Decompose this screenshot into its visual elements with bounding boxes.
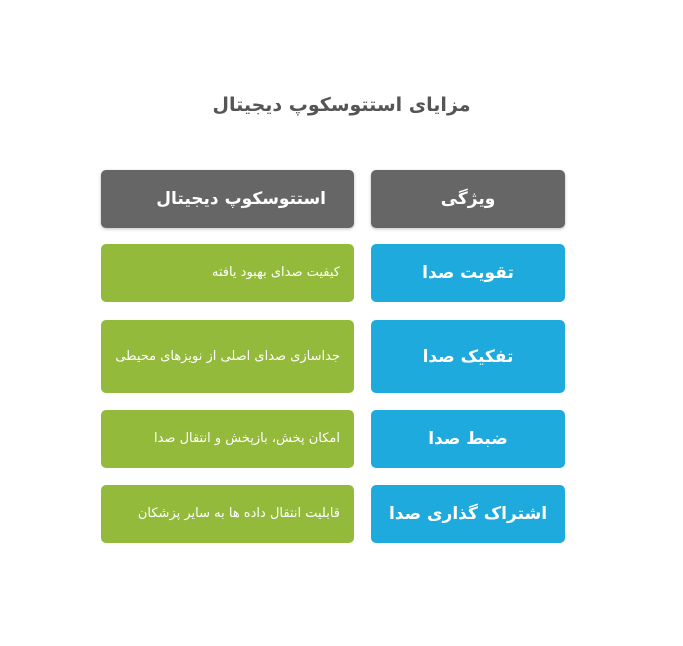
feature-separation: تفکیک صدا <box>371 320 565 393</box>
diagram-title: مزایای استتوسکوپ دیجیتال <box>212 94 471 116</box>
description-recording: امکان پخش، بازپخش و انتقال صدا <box>101 410 354 468</box>
feature-recording: ضبط صدا <box>371 410 565 468</box>
description-separation: جداسازی صدای اصلی از نویزهای محیطی <box>101 320 354 393</box>
header-description: استتوسکوپ دیجیتال <box>101 170 354 228</box>
feature-amplification: تقویت صدا <box>371 244 565 302</box>
header-feature: ویژگی <box>371 170 565 228</box>
feature-sharing: اشتراک گذاری صدا <box>371 485 565 543</box>
description-sharing: قابلیت انتقال داده ها به سایر پزشکان <box>101 485 354 543</box>
description-amplification: کیفیت صدای بهبود یافته <box>101 244 354 302</box>
